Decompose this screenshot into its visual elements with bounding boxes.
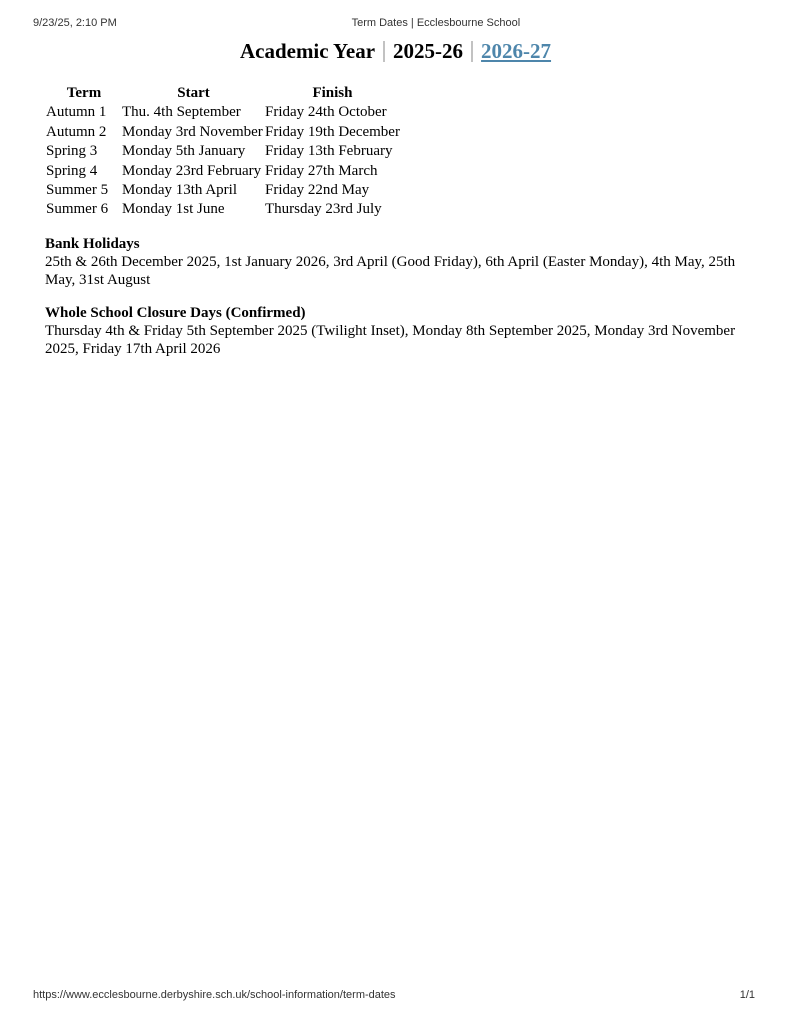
print-datetime: 9/23/25, 2:10 PM xyxy=(33,17,117,29)
closure-days-section xyxy=(45,304,757,358)
closure-days-text: Thursday 4th & Friday 5th September 2025 (Twilight Inset), Monday 8th September 2025, Monday 3rd November 2025, Friday 17th April 2026 xyxy=(45,323,736,357)
table-row xyxy=(46,123,400,142)
cell-start: Monday 3rd November xyxy=(122,123,263,140)
footer-page-indicator: 1/1 xyxy=(739,989,755,1001)
cell-finish: Friday 19th December xyxy=(265,123,400,140)
bank-holidays-heading: Bank Holidays xyxy=(45,236,140,252)
title-separator xyxy=(383,41,385,62)
cell-finish: Friday 24th October xyxy=(265,104,387,121)
closure-days-heading: Whole School Closure Days (Confirmed) xyxy=(45,305,306,321)
header-cell-start: Start xyxy=(177,85,210,101)
cell-finish: Thursday 23rd July xyxy=(265,201,382,218)
table-row xyxy=(46,200,400,219)
print-document-title: Term Dates | Ecclesbourne School xyxy=(351,17,521,29)
table-header-row xyxy=(46,84,400,103)
cell-term: Summer 6 xyxy=(46,201,109,218)
table-row xyxy=(46,103,400,122)
year-current: 2025-26 xyxy=(393,39,464,63)
year-2026-27-link[interactable]: 2026-27 xyxy=(481,39,552,63)
cell-start: Monday 5th January xyxy=(122,143,246,160)
header-cell-term: Term xyxy=(66,85,102,101)
print-footer xyxy=(33,989,755,1002)
table-row xyxy=(46,162,400,181)
print-header xyxy=(33,16,755,30)
page-title xyxy=(0,39,791,63)
footer-url: https://www.ecclesbourne.derbyshire.sch.uk/school-information/term-dates xyxy=(33,989,396,1001)
cell-start: Monday 13th April xyxy=(122,182,237,199)
cell-term: Summer 5 xyxy=(46,182,109,199)
cell-term: Spring 3 xyxy=(46,143,98,160)
title-separator xyxy=(471,41,473,62)
table-row xyxy=(46,181,400,200)
cell-term: Spring 4 xyxy=(46,162,98,179)
cell-finish: Friday 13th February xyxy=(265,143,393,160)
bank-holidays-section xyxy=(45,235,757,289)
cell-start: Monday 1st June xyxy=(122,201,225,218)
bank-holidays-text: 25th & 26th December 2025, 1st January 2026, 3rd April (Good Friday), 6th April (Easter Monday), 4th May, 25th May, 31st August xyxy=(45,254,736,288)
header-cell-finish: Finish xyxy=(312,85,353,101)
cell-term: Autumn 2 xyxy=(46,123,107,140)
term-dates-table xyxy=(46,84,400,220)
cell-start: Thu. 4th September xyxy=(122,104,241,121)
cell-term: Autumn 1 xyxy=(46,104,107,121)
cell-finish: Friday 27th March xyxy=(265,162,378,179)
cell-start: Monday 23rd February xyxy=(122,162,262,179)
table-row xyxy=(46,142,400,161)
cell-finish: Friday 22nd May xyxy=(265,182,370,199)
academic-year-label: Academic Year xyxy=(239,39,376,63)
